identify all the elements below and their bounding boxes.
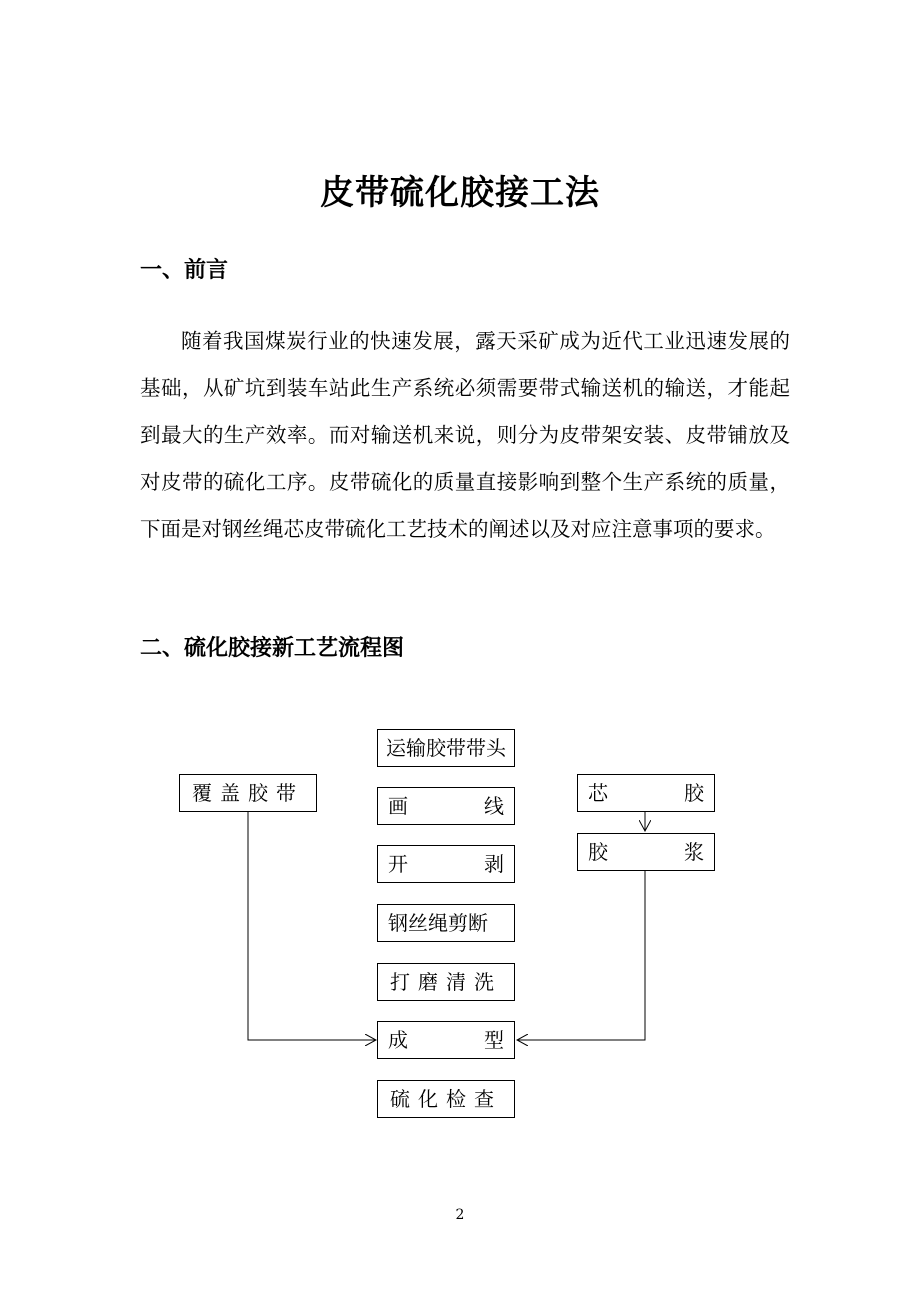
box-vulcanize-check	[377, 1080, 515, 1118]
connector-right	[517, 871, 645, 1040]
box-cover-belt-label: 覆盖胶带	[192, 781, 304, 805]
box-rubber-slurry	[577, 833, 715, 871]
box-stripping-a: 开	[388, 852, 408, 876]
box-wire-cutting	[377, 904, 515, 942]
box-forming-a: 成	[388, 1028, 408, 1052]
box-grinding-label: 打磨清洗	[390, 970, 502, 994]
connector-left	[248, 812, 376, 1040]
box-forming	[377, 1021, 515, 1059]
document-title: 皮带硫化胶接工法	[320, 173, 600, 213]
box-belt-head-label: 运输胶带带头	[386, 736, 506, 760]
section-heading-flowchart: 二、硫化胶接新工艺流程图	[140, 636, 405, 661]
box-rubber-slurry-b: 浆	[684, 840, 704, 864]
box-marking	[377, 787, 515, 825]
box-core-rubber-b: 胶	[684, 781, 704, 805]
page-number: 2	[455, 1207, 465, 1223]
box-marking-b: 线	[484, 794, 504, 818]
box-stripping-b: 剥	[484, 852, 504, 876]
box-belt-head	[377, 729, 515, 767]
preface-paragraph: 随着我国煤炭行业的快速发展，露天采矿成为近代工业迅速发展的基础，从矿坑到装车站此生产系统必须需要带式输送机的输送，才能起到最大的生产效率。而对输送机来说，则分为皮带架安装、皮带铺放及对皮带的硫化工序。皮带硫化的质量直接影响到整个生产系统的质量，下面是对钢丝绳芯皮带硫化工艺技术的阐述以及对应注意事项的要求。	[140, 329, 790, 541]
box-rubber-slurry-a: 胶	[588, 840, 608, 864]
box-cover-belt	[179, 774, 317, 812]
box-core-rubber	[577, 774, 715, 812]
box-grinding	[377, 963, 515, 1001]
box-wire-cutting-label: 钢丝绳剪断	[388, 911, 488, 935]
box-core-rubber-a: 芯	[588, 781, 608, 805]
box-vulcanize-check-label: 硫化检查	[390, 1087, 502, 1111]
box-forming-b: 型	[484, 1028, 504, 1052]
section-heading-preface: 一、前言	[140, 258, 229, 283]
box-stripping	[377, 845, 515, 883]
box-marking-a: 画	[388, 794, 408, 818]
